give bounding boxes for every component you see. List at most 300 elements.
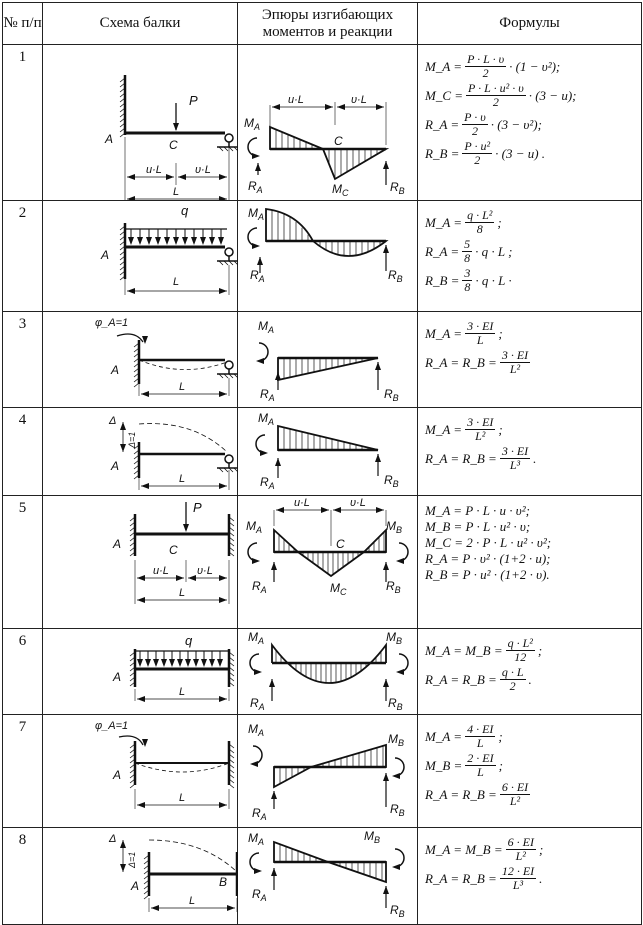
diagram-figure [238,312,418,407]
dim-arrow-icon [137,575,145,581]
arrowhead-icon [164,237,170,245]
label-MC: $M_C$ [332,182,349,198]
dim-arrow-icon [219,575,227,581]
scheme-figure [43,312,238,407]
formula-rest: ; [498,325,503,341]
row-number: 4 [3,408,43,496]
label-A: A [111,363,120,377]
formula-line [425,111,641,138]
arrowhead-icon [183,524,189,532]
formula-rest: · (1 − υ²); [509,58,561,74]
formula-rest: . [539,870,543,886]
label-phiA: φ_A=1 [95,720,129,732]
moment-arrowhead-icon [252,558,260,564]
dim-arrow-icon [141,391,149,397]
label-MC: $M_C$ [330,581,347,597]
dim-arrow-icon [219,174,227,180]
arrowhead-icon [137,659,143,667]
arrowhead-icon [155,237,161,245]
dim-arrow-icon [137,597,145,603]
fraction-denominator: L² [509,362,521,376]
label-L: L [173,276,180,288]
reaction-arrowhead-icon [271,562,277,570]
moment-area [278,426,378,450]
scheme-figure [43,496,238,628]
row-number: 6 [3,629,43,715]
row-number: 5 [3,496,43,629]
header-num: № п/п [3,3,43,45]
formula-line [425,53,641,80]
formula-lhs: R_A = [425,116,460,132]
moment-arrowhead-icon [392,864,400,870]
reaction-arrowhead-icon [257,257,263,265]
formula-line [425,568,641,582]
fraction-numerator: 3 · EI [501,348,529,362]
moment-arrowhead-icon [252,243,260,249]
fraction-denominator: L² [515,849,526,863]
arrowhead-icon [173,123,179,131]
formula-lhs: M_A = [425,728,463,744]
moment-area [328,862,386,882]
formula-rest: ; [498,421,503,437]
formula-lhs: R_B = P · u² · (1+2 · υ). [425,567,550,582]
dim-arrow-icon [219,483,227,489]
label-RB: $R_B$ [384,473,399,489]
label-MA: $M_A$ [248,831,265,847]
label-RB: $R_B$ [390,802,405,818]
dim-arrow-icon [219,597,227,603]
formula-line [425,416,641,443]
dim-arrow-icon [178,174,186,180]
formula-line [425,140,641,167]
fraction-numerator: q · L² [467,208,493,222]
formula-cell [418,312,642,408]
deflected-shape [139,360,227,370]
dim-arrow-icon [188,575,196,581]
label-C: C [336,537,345,551]
fraction-numerator: 12 · EI [501,864,535,878]
moment-arrowhead-icon [254,868,262,874]
label-MB: $M_B$ [386,519,403,535]
formula-line [425,536,641,550]
arrowhead-icon [128,237,134,245]
moment-arrowhead-icon [256,358,264,364]
label-vL: υ·L [195,164,211,176]
arrowhead-icon [142,336,148,344]
formula-lhs: R_A = R_B = [425,671,497,687]
dim-arrow-icon [333,507,341,513]
table-row [3,45,642,201]
dim-arrow-icon [325,104,333,110]
formula-fraction [462,267,472,294]
hatch-mark [130,784,135,788]
formula-lhs: R_A = [425,243,460,259]
label-C: C [334,134,343,148]
table-row [3,201,642,312]
label-A: A [113,670,122,684]
formula-fraction [500,445,530,472]
moment-area [311,745,386,767]
header-formulas: Формулы [418,3,642,45]
label-L: L [179,792,186,804]
formula-line [425,445,641,472]
fraction-numerator: 3 [464,266,471,280]
deflected-shape [139,424,227,452]
formula-fraction [462,238,472,265]
label-A: A [131,879,140,893]
moment-diagram [238,408,418,496]
label-MB: $M_B$ [388,732,405,748]
label-uL: u·L [294,497,310,509]
formula-fraction [500,349,530,376]
reaction-arrowhead-icon [383,245,389,253]
formula-rest: ; [497,214,502,230]
dim-arrow-icon [151,905,159,911]
label-A: A [101,248,110,262]
fraction-numerator: 6 · EI [507,835,534,849]
reaction-arrowhead-icon [383,886,389,894]
fraction-denominator: 2 [482,66,489,80]
formula-fraction [465,320,495,347]
formula-cell [418,715,642,828]
arrowhead-icon [182,237,188,245]
formula-line [425,836,641,863]
formula-cell [418,629,642,715]
formula-fraction [500,666,526,693]
dim-arrow-icon [127,288,135,294]
arrowhead-icon [120,444,126,452]
label-RB: $R_B$ [386,579,401,595]
arrowhead-icon [177,659,183,667]
label-RA: $R_A$ [250,268,265,284]
formula-rest: ; [538,841,544,857]
formula-line [425,723,641,750]
fraction-numerator: 2 · EI [467,751,494,765]
formula-line [425,865,641,892]
label-MA: $M_A$ [248,630,265,646]
dim-arrow-icon [219,696,227,702]
formula-rest: ; [498,728,503,744]
beam-scheme [43,496,238,629]
fraction-denominator: L² [475,429,486,443]
fraction-numerator: 5 [464,237,471,251]
label-RA: $R_A$ [248,179,263,195]
formula-lhs: M_A = M_B = [425,841,503,857]
row-number: 3 [3,312,43,408]
arrowhead-icon [120,422,126,430]
row-number: 7 [3,715,43,828]
label-MB: $M_B$ [364,829,381,845]
fraction-denominator: 8 [476,222,483,236]
diagram-figure [238,629,418,714]
table-row [3,496,642,629]
moment-area [274,842,328,862]
label-delta: Δ [109,833,117,845]
formula-cell [418,496,642,629]
formula-fraction [462,111,488,138]
formula-lhs: R_A = P · υ² · (1+2 · u); [425,551,551,566]
beam-scheme [43,408,238,496]
reaction-arrowhead-icon [383,562,389,570]
arrowhead-icon [137,237,143,245]
table-row [3,828,642,925]
fraction-numerator: q · L [501,665,524,679]
formula-line [425,267,641,294]
moment-area [323,149,386,179]
fraction-numerator: P · υ [464,110,486,124]
moment-arrowhead-icon [250,761,258,767]
fraction-numerator: 3 · EI [467,319,494,333]
scheme-figure [43,45,238,200]
dim-arrow-icon [219,196,227,200]
moment-area [278,358,378,380]
header-diagrams: Эпюры изгибающих моментов и реакции [238,3,418,45]
formula-rest: · (3 − u); [528,87,577,103]
table-row [3,629,642,715]
arrowhead-icon [120,840,126,848]
fraction-numerator: P · L · υ [467,52,505,66]
pin-support-icon [225,361,233,369]
dim-arrow-icon [137,802,145,808]
moment-arrowhead-icon [392,773,400,779]
formula-lhs: M_A = [425,58,463,74]
label-A: A [113,537,122,551]
formula-line [425,320,641,347]
reaction-arrowhead-icon [383,679,389,687]
formula-lhs: M_A = [425,421,463,437]
dim-arrow-icon [337,104,345,110]
reaction-arrowhead-icon [275,458,281,466]
pin-support-icon [225,134,233,142]
fraction-numerator: 6 · EI [501,780,529,794]
moment-diagram [238,312,418,408]
fraction-denominator: 8 [464,280,471,294]
moment-area [274,767,311,787]
formula-cell [418,828,642,925]
label-L: L [173,186,180,198]
moment-diagram [238,629,418,715]
formula-lhs: M_B = P · L · u² · υ; [425,519,531,534]
diagram-figure [238,201,418,311]
formula-fraction [465,209,494,236]
moment-diagram [238,45,418,201]
label-RA: $R_A$ [252,806,267,822]
label-P: P [193,500,202,515]
label-q: q [185,633,193,648]
fraction-denominator: 2 [509,679,516,693]
reaction-arrowhead-icon [383,773,389,781]
arrowhead-icon [200,237,206,245]
moment-arrowhead-icon [254,669,262,675]
reaction-arrowhead-icon [271,868,277,876]
label-delta: Δ [109,415,117,427]
beam-scheme [43,312,238,408]
table-row [3,408,642,496]
label-RB: $R_B$ [390,903,405,919]
fraction-numerator: P · L · u² · υ [468,81,524,95]
formula-line [425,504,641,518]
label-L: L [179,686,186,698]
label-MB: $M_B$ [386,630,403,646]
moment-area [274,530,298,552]
label-RB: $R_B$ [388,696,403,712]
moment-arrowhead-icon [260,450,268,456]
pin-support-icon [225,248,233,256]
formula-lhs: R_A = R_B = [425,786,497,802]
label-B: B [219,875,228,889]
formula-cell [418,45,642,201]
formula-rest: . [533,450,537,466]
arrowhead-icon [193,659,199,667]
formula-lhs: M_A = M_B = [425,642,503,658]
formula-cell [418,201,642,312]
label-MA: $M_A$ [248,206,265,222]
formula-lhs: M_B = [425,757,463,773]
row-number: 2 [3,201,43,312]
formula-fraction [500,781,530,808]
arrowhead-icon [120,864,126,872]
moment-diagram [238,201,418,312]
formula-fraction [465,723,495,750]
label-RA: $R_A$ [250,696,265,712]
label-q: q [181,203,189,218]
beam-scheme [43,828,238,925]
label-L: L [179,473,186,485]
dim-arrow-icon [219,391,227,397]
formula-line [425,666,641,693]
scheme-figure [43,629,238,714]
beam-scheme [43,201,238,312]
hatch-mark [144,895,149,899]
reaction-arrowhead-icon [271,791,277,799]
formula-rest: · q · L · [475,272,512,288]
reaction-arrowhead-icon [255,163,261,171]
beam-scheme [43,45,238,201]
label-uL: u·L [153,565,169,577]
dim-arrow-icon [127,196,135,200]
label-C: C [169,543,178,557]
fraction-numerator: P · u² [464,139,491,153]
table-row [3,312,642,408]
label-L: L [179,381,186,393]
arrowhead-icon [218,237,224,245]
arrowhead-icon [153,659,159,667]
label-RA: $R_A$ [260,475,275,491]
reaction-arrowhead-icon [375,454,381,462]
fraction-denominator: 12 [514,650,527,664]
fraction-denominator: L³ [509,458,521,472]
hatch-mark [229,784,234,788]
arrowhead-icon [185,659,191,667]
scheme-figure [43,408,238,495]
fraction-denominator: 2 [492,95,499,109]
formula-lhs: R_A = R_B = [425,354,497,370]
dim-arrow-icon [137,696,145,702]
fraction-numerator: q · L² [507,636,533,650]
row-number: 8 [3,828,43,925]
moment-area [270,127,323,149]
label-A: A [113,768,122,782]
dim-arrow-icon [272,104,280,110]
formula-lhs: M_C = [425,87,464,103]
arrowhead-icon [191,237,197,245]
label-A: A [111,459,120,473]
diagram-figure [238,45,418,200]
formula-fraction [466,82,526,109]
fraction-denominator: L [476,736,484,750]
fraction-denominator: 8 [464,251,471,265]
label-MA: $M_A$ [258,319,275,335]
diagram-figure [238,715,418,827]
formula-lhs: R_A = R_B = [425,450,497,466]
formula-fraction [465,416,495,443]
fraction-denominator: 2 [474,153,481,167]
dim-arrow-icon [166,174,174,180]
dim-arrow-icon [321,507,329,513]
formula-lhs: M_A = [425,214,463,230]
label-MA: $M_A$ [258,411,275,427]
beam-scheme [43,629,238,715]
label-RA: $R_A$ [252,579,267,595]
dim-arrow-icon [376,104,384,110]
header-row [3,3,642,45]
label-MA: $M_A$ [244,116,261,132]
arrowhead-icon [142,739,148,747]
formula-rest: ; [537,642,543,658]
fraction-denominator: L [476,333,484,347]
label-C: C [169,138,178,152]
formula-rest: · (3 − υ²); [490,116,542,132]
moment-arrowhead-icon [252,153,260,159]
arrowhead-icon [217,659,223,667]
formula-fraction [500,865,536,892]
label-L: L [189,895,196,907]
formula-rest: ; [498,757,503,773]
formula-cell [418,408,642,496]
formula-line [425,520,641,534]
dim-arrow-icon [127,174,135,180]
fraction-denominator: L² [509,794,521,808]
label-delta-one: Δ=1 [127,431,137,448]
dim-arrow-icon [141,483,149,489]
scheme-figure [43,715,238,827]
header-scheme: Схема балки [43,3,238,45]
formula-rest: . [528,671,532,687]
arrowhead-icon [173,237,179,245]
arrowhead-icon [169,659,175,667]
pin-support-icon [225,455,233,463]
beam-scheme [43,715,238,828]
reaction-arrowhead-icon [275,372,281,380]
label-P: P [189,93,198,108]
label-A: A [105,132,114,146]
formula-fraction [462,140,492,167]
fraction-denominator: 2 [471,124,478,138]
arrowhead-icon [201,659,207,667]
dim-arrow-icon [376,507,384,513]
label-phiA: φ_A=1 [95,317,129,329]
formula-lhs: M_A = P · L · u · υ²; [425,503,530,518]
reaction-arrowhead-icon [383,161,389,169]
label-vL: υ·L [351,94,367,106]
formula-fraction [506,637,535,664]
formula-lhs: R_B = [425,272,460,288]
formula-lhs: R_B = [425,145,460,161]
fraction-denominator: L³ [512,878,524,892]
reaction-arrowhead-icon [375,362,381,370]
formula-line [425,552,641,566]
beam-formula-table [2,2,642,925]
